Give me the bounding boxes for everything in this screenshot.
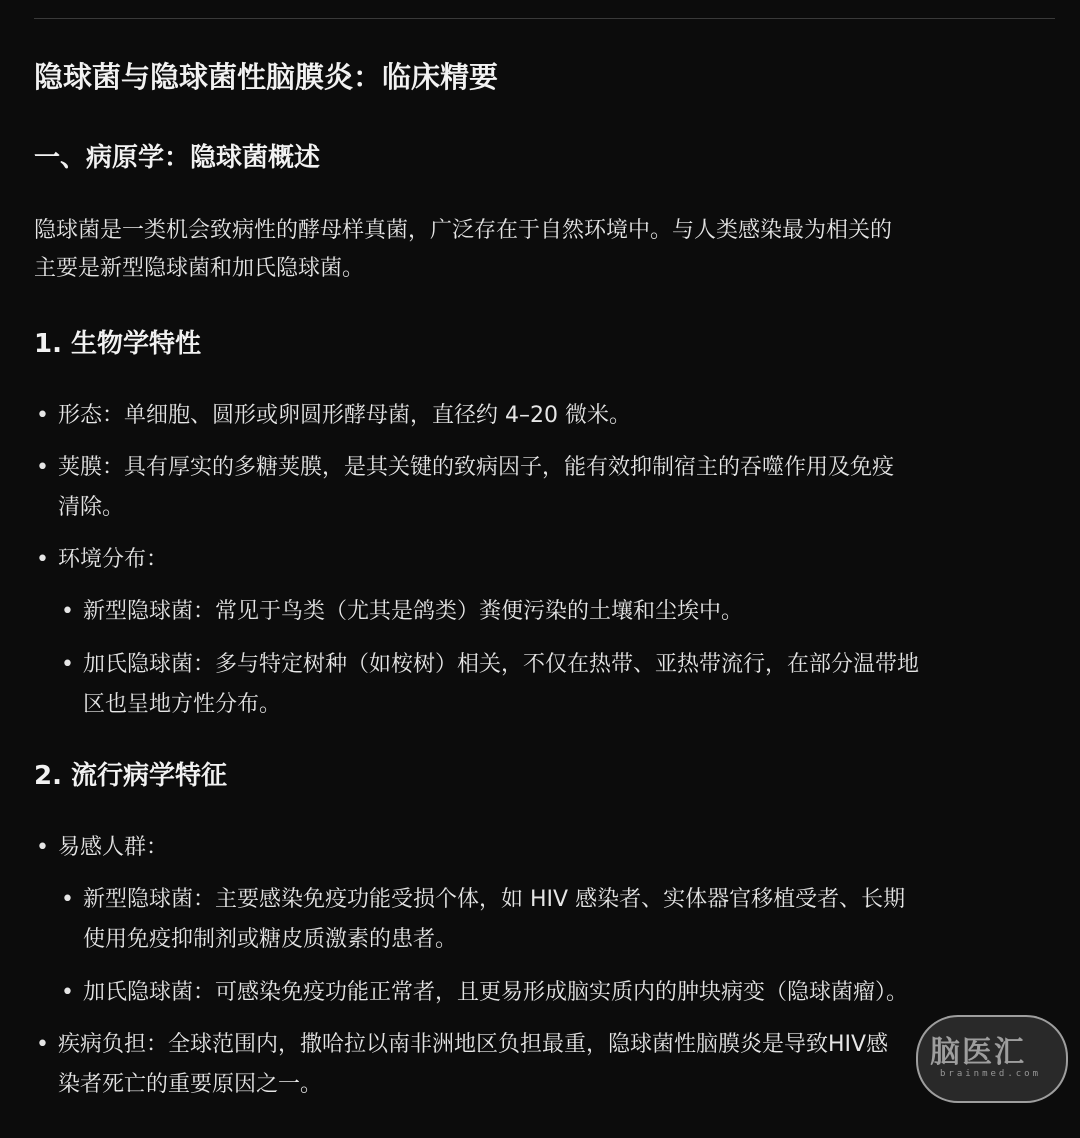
bullet: • (61, 887, 74, 912)
sublist-item-neoformans-hosts (61, 880, 1054, 960)
bullet: • (36, 547, 49, 572)
bullet: • (36, 1032, 49, 1057)
sublist-item-gattii-hosts (61, 973, 1054, 1013)
watermark-subtext: brainmed.com (940, 1069, 1042, 1079)
list-item-environment (36, 540, 1054, 580)
text-line: 荚膜：具有厚实的多糖荚膜，是其关键的致病因子，能有效抑制宿主的吞噬作用及免疫 (58, 455, 895, 480)
text-line: 环境分布： (58, 547, 169, 572)
bullet: • (36, 835, 49, 860)
list-item-capsule (36, 448, 1054, 528)
list-item-disease-burden (36, 1025, 1054, 1105)
list-item-susceptible-population (36, 828, 1054, 868)
text-line: 隐球菌是一类机会致病性的酵母样真菌，广泛存在于自然环境中。与人类感染最为相关的 (34, 218, 893, 243)
list-item-morphology (36, 396, 1054, 436)
text-line: 疾病负担：全球范围内，撒哈拉以南非洲地区负担最重，隐球菌性脑膜炎是导致HIV感 (58, 1032, 889, 1057)
section-heading-pathogen: 一、病原学：隐球菌概述 (34, 143, 321, 173)
text-line: 主要是新型隐球菌和加氏隐球菌。 (34, 256, 365, 281)
bullet: • (61, 980, 74, 1005)
text-line: 新型隐球菌：主要感染免疫功能受损个体，如 HIV 感染者、实体器官移植受者、长期 (83, 887, 906, 912)
bullet: • (36, 403, 49, 428)
sublist-item-neoformans-environment (61, 592, 1054, 632)
text-line: 加氏隐球菌：多与特定树种（如桉树）相关，不仅在热带、亚热带流行，在部分温带地 (83, 652, 920, 677)
top-divider (34, 18, 1055, 19)
text-line: 加氏隐球菌：可感染免疫功能正常者，且更易形成脑实质内的肿块病变（隐球菌瘤）。 (83, 980, 909, 1005)
subsection-heading-epidemiology: 2. 流行病学特征 (34, 761, 228, 791)
intro-paragraph (34, 212, 1054, 288)
text-line: 染者死亡的重要原因之一。 (58, 1072, 323, 1097)
text-line: 形态：单细胞、圆形或卵圆形酵母菌，直径约 4–20 微米。 (58, 403, 631, 428)
text-line: 使用免疫抑制剂或糖皮质激素的患者。 (83, 927, 458, 952)
page-title: 隐球菌与隐球菌性脑膜炎：临床精要 (34, 60, 499, 94)
watermark-text: 脑医汇 (930, 1035, 1026, 1070)
text-line: 区也呈地方性分布。 (83, 692, 282, 717)
bullet: • (61, 652, 74, 677)
watermark-logo (916, 1015, 1068, 1103)
bullet: • (36, 455, 49, 480)
bullet: • (61, 599, 74, 624)
subsection-heading-biology: 1. 生物学特性 (34, 329, 202, 359)
sublist-item-gattii-environment (61, 645, 1054, 725)
text-line: 新型隐球菌：常见于鸟类（尤其是鸽类）粪便污染的土壤和尘埃中。 (83, 599, 744, 624)
text-line: 易感人群： (58, 835, 169, 860)
text-line: 清除。 (58, 495, 125, 520)
